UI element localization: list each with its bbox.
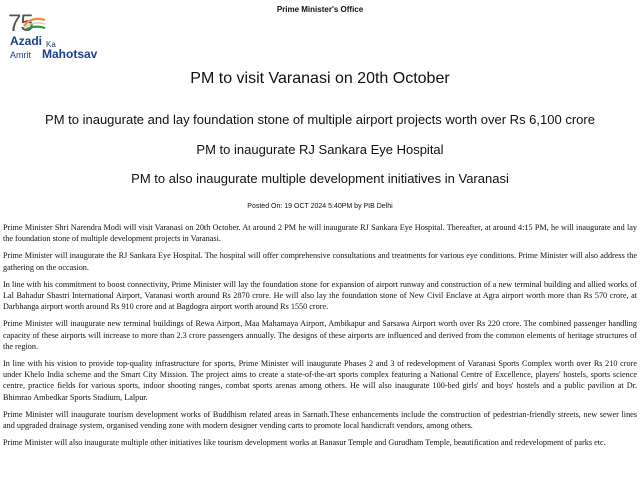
paragraph: Prime Minister will also inaugurate multiple other initiatives like tourism development works at Banasur Temple and Gurudham Temple, beautification and redevelopment of parks etc. — [3, 438, 606, 448]
paragraph: Prime Minister will inaugurate the RJ Sankara Eye Hospital. The hospital will offer comprehensive consultations and treatments for various eye conditions. Prime Minister will also address the gathering on the occasion. — [3, 251, 637, 272]
paragraph: Prime Minister will inaugurate tourism development works of Buddhism related areas in Sarnath.These enhancements include the construction of pedestrian-friendly streets, new sewer lines and upgraded drainage system, organised vending zone with modern designer vending carts to promote local handicraft vendors, among others. — [3, 409, 637, 431]
paragraph: Prime Minister Shri Narendra Modi will visit Varanasi on 20th October. At around 2 PM he will inaugurate RJ Sankara Eye Hospital. Thereafter, at around 4:15 PM, he will inaugurate and lay the foundation stone of multiple development projects in Varanasi. — [3, 223, 637, 244]
azadi-ka-amrit-mahotsav-logo — [4, 10, 98, 70]
logo-azadi: Azadi — [10, 34, 43, 48]
logo-mahotsav: Mahotsav — [42, 47, 98, 61]
subtitle-eye-hospital: PM to inaugurate RJ Sankara Eye Hospital — [196, 142, 444, 157]
article-body — [3, 222, 637, 454]
subtitle-airports: PM to inaugurate and lay foundation stone of multiple airport projects worth over Rs 6,100 crore — [45, 112, 595, 127]
ministry-name: Prime Minister's Office — [276, 5, 364, 14]
paragraph: Prime Minister will inaugurate new terminal buildings of Rewa Airport, Maa Mahamaya Airport, Ambikapur and Sarsawa Airport worth over Rs 220 crore. The combined passenger handling capacity of these airports will increase to more than 2.3 crore passengers annually. The designs of these airports are influenced and derived from the common elements of heritage structures of the region. — [3, 319, 637, 351]
subtitle-development: PM to also inaugurate multiple development initiatives in Varanasi — [131, 171, 509, 186]
page-title: PM to visit Varanasi on 20th October — [190, 70, 450, 87]
paragraph: In line with his commitment to boost connectivity, Prime Minister will lay the foundation stone for expansion of airport runway and construction of a new terminal building and allied works of Lal Bahadur Shastri International Airport, Varanasi worth around Rs 2870 crore. He will also lay the foundation stone of New Civil Enclave at Agra airport worth more than Rs 570 crore, at Darbhanga airport worth around Rs 910 crore and at Bagdogra airport worth around Rs 1550 crore. — [3, 279, 637, 312]
logo-amrit: Amrit — [10, 50, 31, 60]
logo-number: 75 — [8, 10, 33, 37]
logo-ka: Ka — [46, 40, 56, 49]
posted-on: Posted On: 19 OCT 2024 5:40PM by PIB Delhi — [247, 203, 393, 210]
paragraph: In line with his vision to provide top-quality infrastructure for sports, Prime Minister will inaugurate Phases 2 and 3 of redevelopment of Varanasi Sports Complex worth over Rs 210 crore under Khelo India scheme and the Smart City Mission. The project aims to create a state-of-the-art sports complex featuring a National Centre of Excellence, players' hostels, sports science centre, practice fields for various sports, indoor shooting ranges, combat sports arenas among others. He will also inaugurate 100-bed girls' and boys' hostels and a public pavilion at Dr. Bhimrao Ambedkar Sports Stadium, Lalpur. — [3, 359, 637, 402]
flag-swirl-icon — [22, 16, 46, 30]
